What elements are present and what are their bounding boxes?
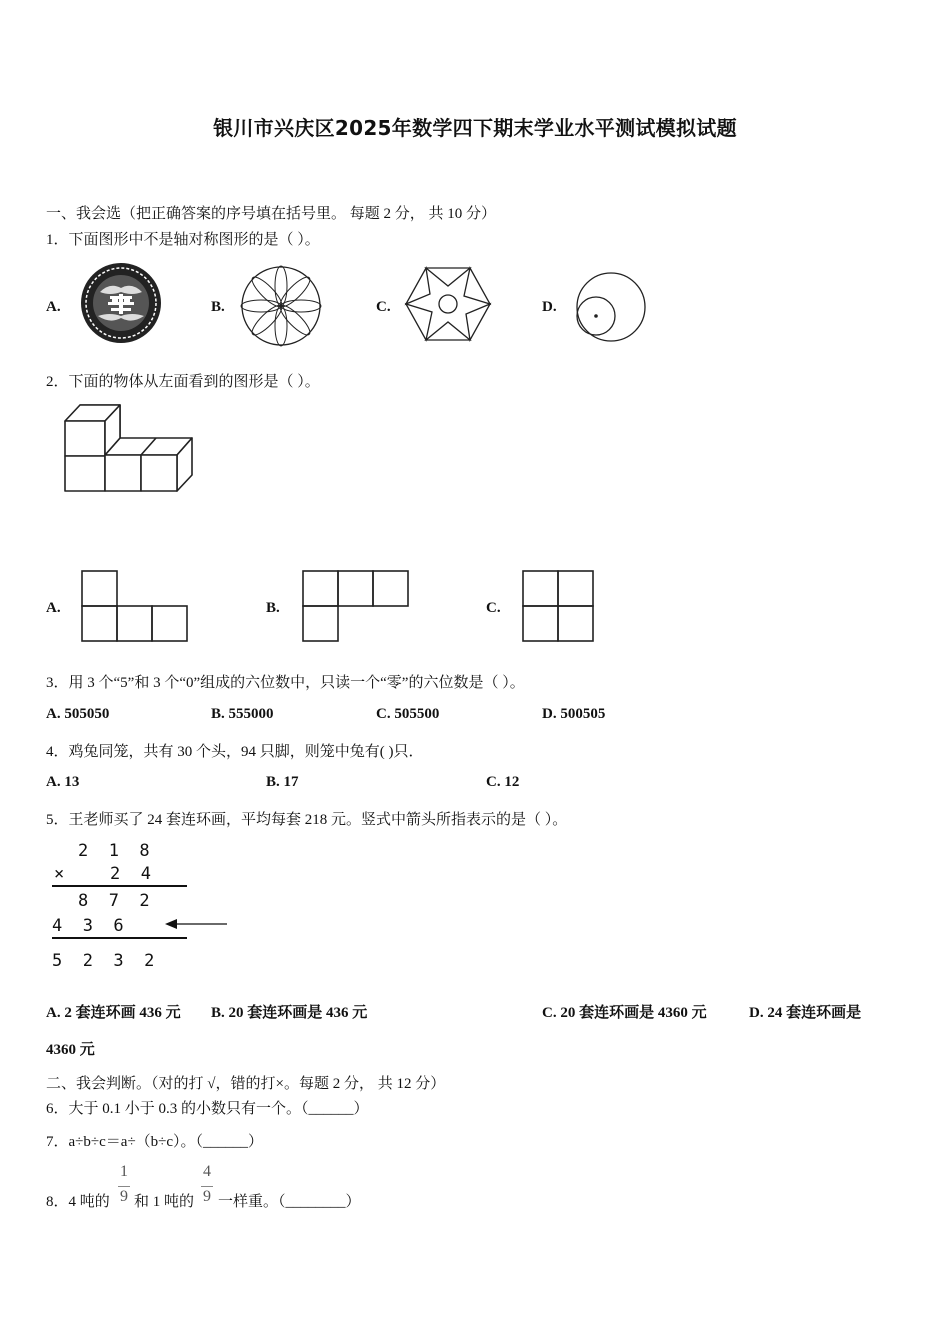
q1-label-c: C. [376, 299, 391, 315]
q8-prefix: 8．4 吨的 [46, 1194, 110, 1210]
section2-heading: 二、我会判断。（对的打 √，错的打×。每题 2 分， 共 12 分） [46, 1076, 446, 1092]
calc-row-multiplicand: 2 1 8 [78, 841, 150, 861]
cube-stack-3d-figure [62, 403, 196, 511]
q5-option-d-wrap: 4360 元 [46, 1042, 95, 1058]
q7-text: 7．a÷b÷c＝a÷（b÷c）。（______） [46, 1134, 264, 1150]
q1-label-a: A. [46, 299, 61, 315]
q8-frac2-numerator: 4 [203, 1163, 211, 1180]
q1-text: 1．下面图形中不是轴对称图形的是（ ）。 [46, 232, 320, 248]
q3-option-b: B. 555000 [211, 706, 274, 722]
q2-label-c: C. [486, 600, 501, 616]
q8-frac2-denominator: 9 [203, 1188, 211, 1205]
pinwheel-triangle-icon [404, 266, 492, 342]
q3-text: 3．用 3 个“5”和 3 个“0”组成的六位数中，只读一个“零”的六位数是（ ）。 [46, 675, 525, 691]
q1-label-b: B. [211, 299, 225, 315]
q2-option-a-shape [80, 569, 190, 643]
page-title: 银川市兴庆区2025年数学四下期末学业水平测试模拟试题 [213, 116, 737, 140]
q3-option-c: C. 505500 [376, 706, 440, 722]
offset-circles-icon [574, 272, 648, 342]
q2-option-c-shape [521, 569, 595, 643]
q8-frac1-bar [118, 1186, 130, 1187]
calc-rule-2 [52, 937, 187, 939]
calc-rule-1 [52, 885, 187, 887]
q4-text: 4．鸡兔同笼，共有 30 个头，94 只脚，则笼中兔有( )只． [46, 744, 424, 760]
calc-row-product: 5 2 3 2 [52, 951, 155, 971]
q3-option-a: A. 505050 [46, 706, 110, 722]
double-happiness-emblem-icon [80, 262, 162, 344]
q2-text: 2．下面的物体从左面看到的图形是（ ）。 [46, 374, 320, 390]
q2-label-a: A. [46, 600, 61, 616]
q2-option-b-shape [301, 569, 411, 643]
q3-option-d: D. 500505 [542, 706, 606, 722]
q8-frac1-numerator: 1 [120, 1163, 128, 1180]
q5-option-d: D. 24 套连环画是 [749, 1005, 862, 1021]
q5-option-a: A. 2 套连环画 436 元 [46, 1005, 181, 1021]
calc-row-multiplier: 2 4 [110, 864, 151, 884]
calc-times-sign: × [54, 864, 65, 884]
q4-option-a: A. 13 [46, 774, 80, 790]
q4-option-b: B. 17 [266, 774, 299, 790]
q8-frac2-bar [201, 1186, 213, 1187]
q8-middle: 和 1 吨的 [134, 1194, 195, 1210]
q6-text: 6．大于 0.1 小于 0.3 的小数只有一个。（______） [46, 1101, 369, 1117]
section1-heading: 一、我会选（把正确答案的序号填在括号里。 每题 2 分， 共 10 分） [46, 206, 497, 222]
q5-text: 5．王老师买了 24 套连环画，平均每套 218 元。竖式中箭头所指表示的是（ ）。 [46, 812, 568, 828]
flower-petal-circle-icon [240, 265, 322, 347]
q5-option-c: C. 20 套连环画是 4360 元 [542, 1005, 707, 1021]
q8-frac1-denominator: 9 [120, 1188, 128, 1205]
q4-option-c: C. 12 [486, 774, 520, 790]
q8-suffix: 一样重。（________） [218, 1194, 361, 1210]
calc-row-partial-2: 4 3 6 [52, 916, 124, 936]
arrow-left-icon [165, 918, 229, 930]
q2-label-b: B. [266, 600, 280, 616]
q5-option-b: B. 20 套连环画是 436 元 [211, 1005, 368, 1021]
q1-label-d: D. [542, 299, 557, 315]
calc-row-partial-1: 8 7 2 [78, 891, 150, 911]
